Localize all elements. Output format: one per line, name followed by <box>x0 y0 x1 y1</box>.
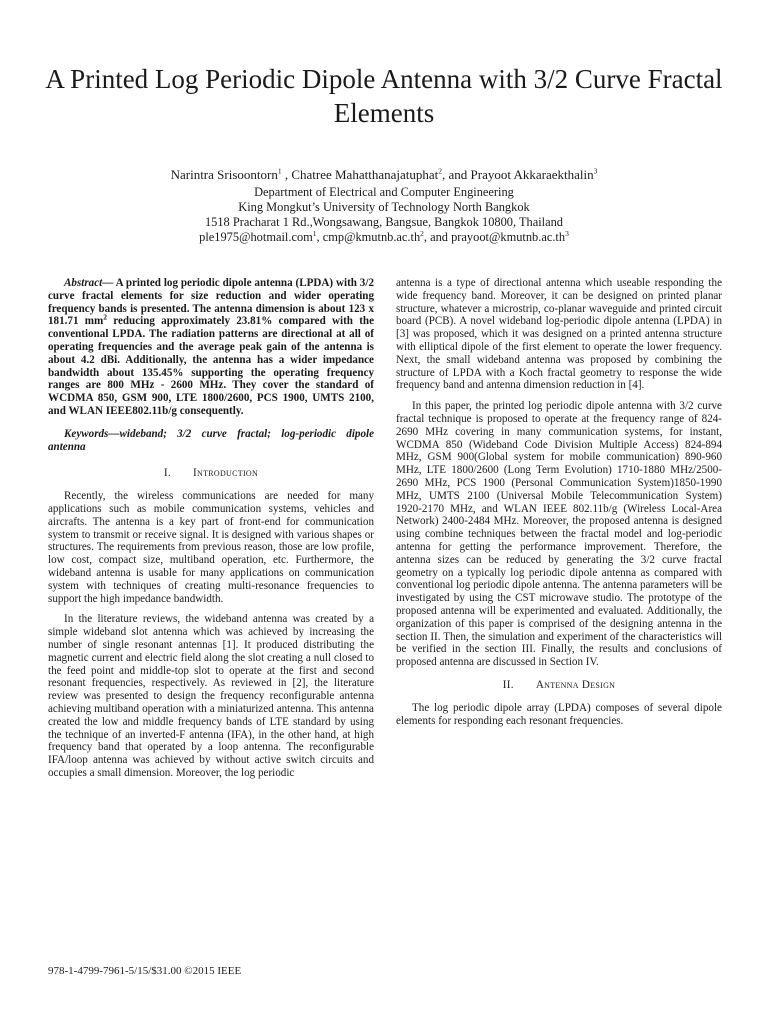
author-address: 1518 Pracharat 1 Rd.,Wongsawang, Bangsue, Bangkok 10800, Thailand <box>204 215 564 229</box>
author-department: Department of Electrical and Computer Engineering <box>254 185 514 199</box>
section-title: Introduction <box>193 467 259 480</box>
author-name: Narintra Srisoontorn <box>170 167 278 182</box>
section-number: II. <box>502 678 514 691</box>
abstract-superscript: 2 <box>103 312 107 322</box>
author-email: cmp@kmutnb.ac.th <box>322 230 421 244</box>
section-number: I. <box>163 467 171 480</box>
email-separator: , and <box>423 230 452 244</box>
abstract <box>48 277 374 418</box>
author-university: King Mongkut’s University of Technology North Bangkok <box>238 200 530 214</box>
author-name: Chatree Mahatthanajatuphat <box>291 167 439 182</box>
abstract-text: A printed log periodic dipole antenna (LPDA) with 3/2 curve fractal elements for size reduction and wider operating frequency bands is presented. The antenna dimension is about 123 x 181.71 mm <box>48 277 374 328</box>
author-block <box>40 167 728 245</box>
author-affiliation-mark: 2 <box>438 166 442 176</box>
author-affiliation-mark: 1 <box>277 166 282 176</box>
author-emails <box>40 230 728 245</box>
body-paragraph: Recently, the wireless communications are needed for many applications such as mobile communication systems, vehicles and aircrafts. The antenna is a key part of front-end for communication system to transmit or receive signal. It is designed with various shapes or structures. The requirements from previous reason, those are low profile, low cost, compact size, multiband operation, etc. Furthermore, the wideband antenna is usable for many applications on communication system with techniques of creating multi-resonance frequencies to support the high impedance bandwidth. <box>48 490 374 605</box>
section-heading-introduction <box>48 467 374 480</box>
left-column <box>48 277 374 788</box>
body-paragraph: In the literature reviews, the wideband antenna was created by a simple wideband slot antenna which was achieved by increasing the number of single resonant antennas [1]. It produced distributing the magnetic current and electric field along the slot creating a null closed to the feed point and middle-top slot to operate at the first and second resonant frequencies, respectively. As reviewed in [2], the literature review was presented to design the frequency reconfigurable antenna achieving multiband operation with a miniaturized antenna. This antenna created the low and middle frequency bands of LTE standard by using the technique of an inverted-F antenna (IFA), in the other hand, at high frequency band that operated by a loop antenna. The reconfigurable IFA/loop antenna was achieved by without active switch circuits and occupies a small dimension. Moreover, the log periodic <box>48 613 374 779</box>
author-separator: , <box>281 167 292 182</box>
author-name: Prayoot Akkaraekthalin <box>470 167 594 182</box>
email-separator: , <box>316 230 323 244</box>
email-affiliation-mark: 3 <box>565 228 569 238</box>
author-email: ple1975@hotmail.com <box>199 230 313 244</box>
email-affiliation-mark: 1 <box>312 228 317 238</box>
author-email: prayoot@kmutnb.ac.th <box>451 230 566 244</box>
paper-title: A Printed Log Periodic Dipole Antenna with 3/2 Curve Fractal Elements <box>45 64 723 128</box>
section-heading-antenna-design <box>396 679 722 692</box>
section-title: Antenna Design <box>535 678 616 691</box>
author-names <box>40 167 728 182</box>
abstract-lead: Abstract— <box>64 277 114 289</box>
keywords: Keywords—wideband; 3/2 curve fractal; log-periodic dipole antenna <box>48 427 374 453</box>
right-column <box>396 277 722 735</box>
email-affiliation-mark: 2 <box>420 228 424 238</box>
author-separator: , and <box>442 167 471 182</box>
copyright-footer: 978-1-4799-7961-5/15/$31.00 ©2015 IEEE <box>48 965 242 977</box>
body-paragraph: In this paper, the printed log periodic dipole antenna with 3/2 curve fractal technique is proposed to operate at the frequency range of 824-2690 MHz covering in many communication systems, for instant, WCDMA 850 (Wideband Code Division Multiple Access) 824-894 MHz, GSM 900(Global system for mobile communication) 890-960 MHz, LTE 1800/2600 (Long Term Evolution) 1710-1880 MHz/2500-2690 MHz, PCS 1900 (Personal Communication System)1850-1990 MHz, UMTS 2100 (Universal Mobile Telecommunication System) 1920-2170 MHz, and WLAN IEEE 802.11b/g (Wireless Local-Area Network) 2400-2484 MHz. Moreover, the proposed antenna is designed using combine techniques between the fractal model and log-periodic antenna for getting the performance improvement. Therefore, the antenna sizes can be reduced by generating the 3/2 curve fractal geometry on a typically log periodic dipole antenna as compared with conventional log periodic dipole antenna. The antenna parameters will be investigated by using the CST microwave studio. The prototype of the proposed antenna will be experimented and evaluated. Additionally, the organization of this paper is comprised of the designing antenna in the section II. Then, the simulation and experiment of the characteristics will be verified in the section III. Finally, the results and conclusions of proposed antenna are discussed in Section IV. <box>396 400 722 669</box>
body-paragraph: antenna is a type of directional antenna which useable responding the wide frequency band. Moreover, it can be designed on printed planar structure, whatever a microstrip, co-planar waveguide and printed circuit board (PCB). A novel wideband log-periodic dipole antenna (LPDA) in [3] was proposed, which it was designed on a printed antenna structure with elliptical dipole of the first element to operate the lower frequency. Next, the small wideband antenna was proposed by combining the structure of LPDA with a Koch fractal geometry to response the wide frequency band and antenna dimension reduction in [4]. <box>396 277 722 392</box>
author-affiliation-mark: 3 <box>593 166 598 176</box>
body-paragraph: The log periodic dipole array (LPDA) composes of several dipole elements for responding each resonant frequencies. <box>396 701 722 727</box>
abstract-text: reducing approximately 23.81% compared with the conventional LPDA. The radiation patterns are directional at all of operating frequencies and the average peak gain of the antenna is about 4.2 dBi. Additionally, the antenna has a wider impedance bandwidth about 135.45% supporting the operating frequency ranges are 800 MHz - 2600 MHz. They cover the standard of WCDMA 850, GSM 900, LTE 1800/2600, PCS 1900, UMTS 2100, and WLAN IEEE802.11b/g consequently. <box>48 315 375 417</box>
